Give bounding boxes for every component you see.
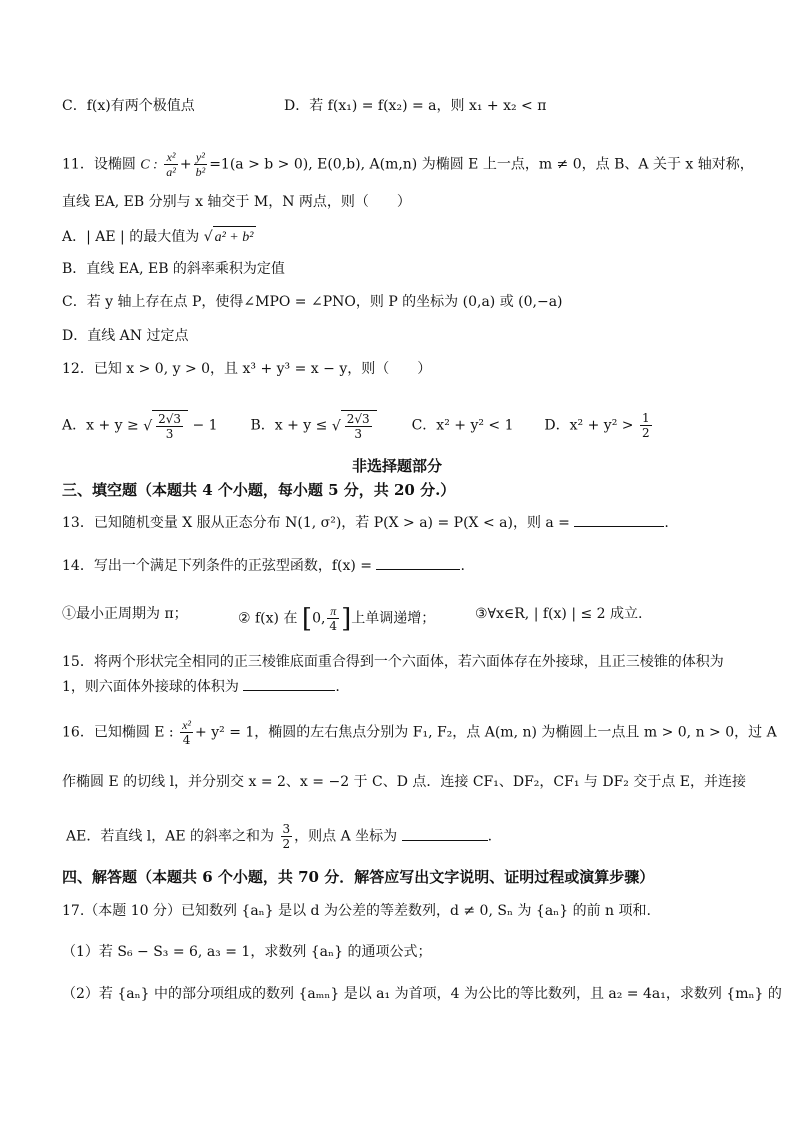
sqrt-symbol: √ $\frac{2√3}{3}$ <box>143 410 188 441</box>
q14-cond2: ② f(x) 在 [0, $\frac{\pi}{4}$ ]上单调递增； <box>238 603 436 634</box>
answer-blank <box>574 526 664 527</box>
section3-title: 三、填空题（本题共 4 个小题，每小题 5 分，共 20 分.） <box>62 481 456 499</box>
q16-line2-text: 作椭圆 E 的切线 l，并分别交 x = 2、x = −2 于 C、D 点．连接 CF₁、DF₂，CF₁ 与 DF₂ 交于点 E，并连接 <box>62 774 747 790</box>
ellipse-label: C : <box>140 157 158 173</box>
q14-cond1-text: ①最小正周期为 π； <box>62 606 188 622</box>
q15-line2-text: 1，则六面体外接球的体积为 <box>62 679 239 695</box>
q14-end: . <box>460 558 465 574</box>
q11-stem-prefix: 11．设椭圆 <box>62 156 136 173</box>
q12-a-frac-num: 2√3 <box>158 412 182 426</box>
q10-option-c <box>62 96 195 116</box>
q11-option-c-text: C．若 y 轴上存在点 P，使得∠MPO = ∠PNO，则 P 的坐标为 (0,a) 或 (0,−a) <box>62 294 563 310</box>
q11-stem-line2 <box>62 192 411 212</box>
q16-line3-suffix: ，则点 A 坐标为 <box>294 828 398 845</box>
q12-d-frac-num: 1 <box>641 411 650 425</box>
section4-title: 四、解答题（本题共 6 个小题，共 70 分．解答应写出文字说明、证明过程或演算步骤） <box>62 868 655 886</box>
q16-prefix: 16．已知椭圆 E : <box>62 724 174 741</box>
q12-b-frac-num: 2√3 <box>346 412 370 426</box>
q14-cond1 <box>62 604 188 624</box>
q14-stem: 14．写出一个满足下列条件的正弦型函数，f(x) = <box>62 558 372 574</box>
q11-option-b <box>62 259 285 279</box>
q11-stem-line2-text: 直线 EA, EB 分别与 x 轴交于 M，N 两点，则（ ） <box>62 194 411 210</box>
q10-option-d <box>284 96 546 116</box>
q12-b-frac-den: 3 <box>354 427 363 441</box>
q16-line3-prefix: AE．若直线 l，AE 的斜率之和为 <box>66 828 275 845</box>
answer-blank <box>376 569 460 570</box>
q16-line1 <box>62 718 777 747</box>
q17-part1 <box>62 942 431 962</box>
q11-option-d <box>62 326 189 346</box>
q11-option-a <box>62 226 256 248</box>
q14-cond3-text: ③∀x∈R, | f(x) | ≤ 2 成立. <box>475 606 643 622</box>
y2-over-b2: $\frac{\text{y²}}{\text{b²}}$ <box>195 150 206 179</box>
x2-over-4: $\frac{\text{x²}}{4}$ <box>182 718 192 747</box>
q13-end: . <box>664 515 669 531</box>
q12-options <box>62 410 654 441</box>
q11-option-a-text: A．| AE | 的最大值为 <box>62 229 200 245</box>
q12-a-frac-den: 3 <box>165 427 174 441</box>
q12-stem <box>62 359 431 379</box>
sqrt-symbol: √ a² + b² <box>204 226 257 248</box>
pi-over-4: $\frac{\pi}{4}$ <box>329 604 338 633</box>
q15-end: . <box>335 679 340 695</box>
q13 <box>62 513 669 533</box>
q14 <box>62 556 465 576</box>
q17-part2-text: （2）若 {aₙ} 中的部分项组成的数列 {aₘₙ} 是以 a₁ 为首项，4 为公比的等比数列，且 a₂ = 4a₁，求数列 {mₙ} 的 <box>62 986 782 1002</box>
q10-option-d-text: D．若 f(x₁) = f(x₂) = a，则 x₁ + x₂ < π <box>284 98 547 114</box>
q11-option-c <box>62 292 563 312</box>
q12-option-a-prefix: A．x + y ≥ <box>62 417 139 434</box>
q12-option-b-prefix: B．x + y ≤ <box>250 417 328 434</box>
q14-cond2-suffix: 上单调递增； <box>351 610 436 627</box>
q10-option-c-text: C．f(x)有两个极值点 <box>62 98 195 114</box>
q12-d-frac <box>640 411 652 440</box>
q12-option-c: C．x² + y² < 1 <box>411 417 514 434</box>
q14-cond3 <box>475 604 642 624</box>
interval-bracket-right: ] <box>341 603 352 634</box>
q15-line2 <box>62 677 340 697</box>
q12-option-a-suffix: − 1 <box>192 417 218 434</box>
q17-stem <box>62 901 651 921</box>
q12-option-d-prefix: D．x² + y² > <box>544 417 634 434</box>
q14-cond2-prefix: ② f(x) 在 <box>238 610 298 627</box>
three-halves: $\frac{3}{2}$ <box>282 822 291 851</box>
q16-line2 <box>62 772 746 792</box>
answer-blank <box>243 690 335 691</box>
q15-line1 <box>62 652 724 672</box>
q11-stem: 11．设椭圆 C : $\frac{\text{x²}}{\text{a²}}$ + $\frac{\text{y²}}{\text{b²}}$ =1(a > b > 0), E(0,b), A(m,n) 为椭圆 E 上一点，m ≠ 0，点 B、A 关于 x 轴对称， <box>62 150 754 179</box>
q15-line1-text: 15．将两个形状完全相同的正三棱锥底面重合得到一个六面体，若六面体存在外接球，且正三棱锥的体积为 <box>62 654 724 670</box>
q12-stem-text: 12．已知 x > 0, y > 0，且 x³ + y³ = x − y，则（ ） <box>62 361 432 377</box>
q13-stem: 13．已知随机变量 X 服从正态分布 N(1, σ²)，若 P(X > a) = P(X < a)，则 a = <box>62 515 570 531</box>
q16-end: . <box>487 828 493 845</box>
q17-part1-text: （1）若 S₆ − S₃ = 6, a₃ = 1，求数列 {aₙ} 的通项公式； <box>62 944 432 960</box>
q11-stem-mid: =1(a > b > 0), E(0,b), A(m,n) 为椭圆 E 上一点，m ≠ 0，点 B、A 关于 x 轴对称， <box>209 156 754 173</box>
q17-stem-text: 17.（本题 10 分）已知数列 {aₙ} 是以 d 为公差的等差数列，d ≠ 0, Sₙ 为 {aₙ} 的前 n 项和. <box>62 903 651 919</box>
answer-blank <box>402 840 488 841</box>
q16-line3 <box>66 822 492 851</box>
sqrt-symbol: √ $\frac{2√3}{3}$ <box>332 410 377 441</box>
q12-d-frac-den: 2 <box>641 426 650 440</box>
q11-option-b-text: B．直线 EA, EB 的斜率乘积为定值 <box>62 261 285 277</box>
q11-option-d-text: D．直线 AN 过定点 <box>62 328 189 344</box>
q17-part2 <box>62 984 782 1004</box>
interval-bracket-left: [ <box>301 603 313 634</box>
section-nonchoice-title: 非选择题部分 <box>351 457 442 475</box>
q16-line1-suffix: + y² = 1，椭圆的左右焦点分别为 F₁, F₂，点 A(m, n) 为椭圆上一点且 m > 0, n > 0，过 A <box>195 724 777 741</box>
x2-over-a2: $\frac{\text{x²}}{\text{a²}}$ <box>166 150 176 179</box>
q11-option-a-radicand: a² + b² <box>213 226 257 248</box>
